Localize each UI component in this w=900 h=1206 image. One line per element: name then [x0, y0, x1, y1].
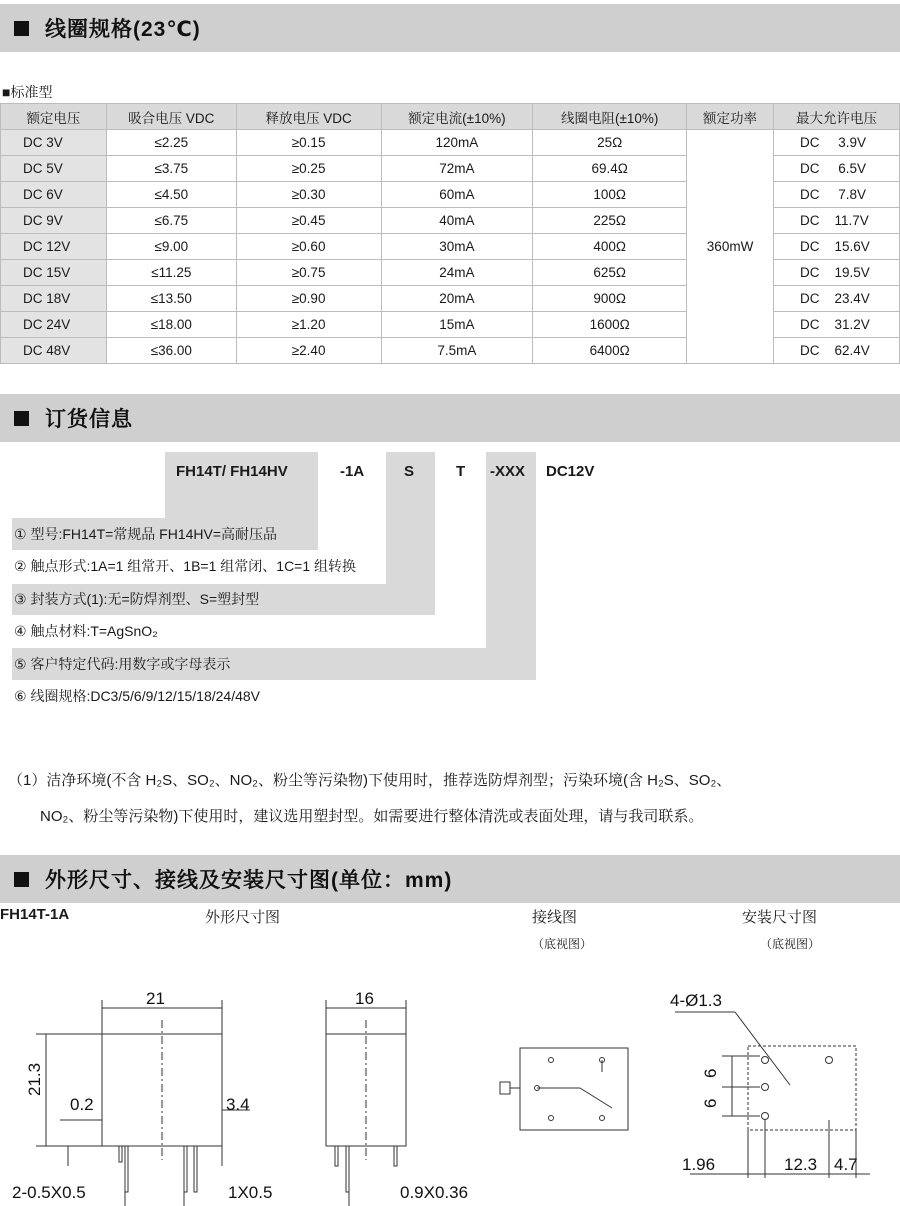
dim-label: 16	[355, 989, 374, 1008]
section-header-order	[0, 394, 900, 442]
table-cell: 120mA	[381, 130, 533, 156]
table-cell: 25Ω	[533, 130, 687, 156]
table-cell: ≥0.25	[236, 156, 381, 182]
coil-terminal	[500, 1082, 510, 1094]
table-cell: 15mA	[381, 312, 533, 338]
wiring-caption: 接线图	[532, 908, 578, 926]
table-cell: ≤9.00	[106, 234, 236, 260]
dim-label: 0.2	[70, 1095, 94, 1114]
header-cell: 最大允许电压	[774, 104, 900, 130]
table-cell: 400Ω	[533, 234, 687, 260]
table-cell: DC 15.6V	[774, 234, 900, 260]
mount-hole	[826, 1057, 833, 1064]
note-line-1: （1）洁净环境(不含 H₂S、SO₂、NO₂、粉尘等污染物)下使用时，推荐选防焊剂型；污染环境(含 H₂S、SO₂、	[8, 772, 732, 789]
header-cell: 额定功率	[687, 104, 774, 130]
table-cell: DC 12V	[1, 234, 107, 260]
header-cell: 吸合电压 VDC	[106, 104, 236, 130]
mount-subcaption: （底视图）	[760, 937, 821, 951]
pin	[335, 1146, 338, 1166]
terminal-dot	[549, 1058, 554, 1063]
square-bullet-icon	[14, 411, 29, 426]
order-code-model: FH14T/ FH14HV	[176, 463, 288, 480]
table-cell: DC 15V	[1, 260, 107, 286]
dim-label: 4.7	[834, 1155, 858, 1174]
table-cell: ≤6.75	[106, 208, 236, 234]
mount-hole	[762, 1084, 769, 1091]
wiring-outline	[520, 1048, 628, 1130]
section-title: 订货信息	[45, 408, 133, 431]
pin	[184, 1146, 187, 1192]
table-cell: DC 23.4V	[774, 286, 900, 312]
table-cell: 6400Ω	[533, 338, 687, 364]
dim-label: 6	[701, 1098, 720, 1108]
dim-label: 1X0.5	[228, 1183, 273, 1202]
table-cell: ≤4.50	[106, 182, 236, 208]
pin	[394, 1146, 397, 1166]
dim-label: 4-Ø1.3	[670, 991, 722, 1010]
rated-power-cell: 360mW	[687, 130, 774, 364]
header-cell: 额定电压	[1, 104, 107, 130]
table-subtitle: ■标准型	[2, 84, 53, 100]
wiring-subcaption: （底视图）	[532, 937, 593, 951]
table-cell: 30mA	[381, 234, 533, 260]
mount-outline	[748, 1046, 856, 1130]
table-cell: DC 24V	[1, 312, 107, 338]
pin	[194, 1146, 197, 1192]
table-cell: DC 31.2V	[774, 312, 900, 338]
table-cell: 625Ω	[533, 260, 687, 286]
dim-label: 6	[701, 1068, 720, 1078]
section-header-dims	[0, 855, 900, 903]
table-cell: ≤2.25	[106, 130, 236, 156]
pin	[125, 1146, 128, 1192]
table-cell: DC 11.7V	[774, 208, 900, 234]
order-code-custom: -XXX	[490, 463, 526, 480]
model-label: FH14T-1A	[0, 906, 70, 923]
table-cell: DC 7.8V	[774, 182, 900, 208]
order-item: ③ 封装方式(1):无=防焊剂型、S=塑封型	[14, 591, 260, 607]
table-cell: DC 6.5V	[774, 156, 900, 182]
terminal-dot	[549, 1116, 554, 1121]
table-cell: ≤36.00	[106, 338, 236, 364]
dim-label: 21.3	[25, 1062, 44, 1096]
table-cell: ≤18.00	[106, 312, 236, 338]
table-cell: 72mA	[381, 156, 533, 182]
table-cell: ≥0.75	[236, 260, 381, 286]
dim-label: 1.96	[682, 1155, 716, 1174]
table-cell: 1600Ω	[533, 312, 687, 338]
dimension-drawings	[0, 960, 900, 1206]
section-title: 线圈规格(23℃)	[45, 18, 201, 41]
order-item: ② 触点形式:1A=1 组常开、1B=1 组常闭、1C=1 组转换	[14, 558, 357, 574]
table-cell: 24mA	[381, 260, 533, 286]
table-row	[1, 130, 900, 156]
table-cell: ≥1.20	[236, 312, 381, 338]
table-cell: DC 3V	[1, 130, 107, 156]
table-cell: ≤13.50	[106, 286, 236, 312]
pin	[346, 1146, 349, 1192]
mount-hole	[762, 1057, 769, 1064]
table-cell: ≥0.30	[236, 182, 381, 208]
order-code-package: S	[404, 463, 415, 480]
order-item: ⑥ 线圈规格:DC3/5/6/9/12/15/18/24/48V	[14, 688, 261, 704]
table-cell: 69.4Ω	[533, 156, 687, 182]
table-cell: 20mA	[381, 286, 533, 312]
order-item: ④ 触点材料:T=AgSnO₂	[14, 623, 158, 639]
table-header-row	[1, 104, 900, 130]
table-cell: ≤11.25	[106, 260, 236, 286]
order-code-contact: -1A	[340, 463, 365, 480]
table-cell: DC 48V	[1, 338, 107, 364]
section-title: 外形尺寸、接线及安装尺寸图(单位：mm)	[45, 869, 453, 892]
dim-label: 3.4	[226, 1095, 250, 1114]
dim-label: 2-0.5X0.5	[12, 1183, 86, 1202]
dim-label: 12.3	[784, 1155, 818, 1174]
table-cell: ≥2.40	[236, 338, 381, 364]
square-bullet-icon	[14, 872, 29, 887]
table-cell: 40mA	[381, 208, 533, 234]
table-cell: DC 62.4V	[774, 338, 900, 364]
table-cell: 60mA	[381, 182, 533, 208]
dim-label: 0.9X0.36	[400, 1183, 469, 1202]
dim-label: 21	[146, 989, 165, 1008]
section-header-coil	[0, 4, 900, 52]
switch-contact	[580, 1088, 612, 1108]
table-cell: DC 3.9V	[774, 130, 900, 156]
mount-hole	[762, 1113, 769, 1120]
outline-caption: 外形尺寸图	[205, 908, 281, 926]
header-cell: 线圈电阻(±10%)	[533, 104, 687, 130]
header-cell: 释放电压 VDC	[236, 104, 381, 130]
order-item: ① 型号:FH14T=常规品 FH14HV=高耐压品	[14, 526, 278, 542]
table-cell: ≥0.45	[236, 208, 381, 234]
note-line-2: NO₂、粉尘等污染物)下使用时，建议选用塑封型。如需要进行整体清洗或表面处理，请与我司联系。	[40, 808, 704, 825]
order-item: ⑤ 客户特定代码:用数字或字母表示	[14, 656, 231, 672]
table-cell: ≥0.15	[236, 130, 381, 156]
table-cell: 225Ω	[533, 208, 687, 234]
header-cell: 额定电流(±10%)	[381, 104, 533, 130]
table-cell: DC 5V	[1, 156, 107, 182]
table-cell: DC 6V	[1, 182, 107, 208]
table-cell: DC 9V	[1, 208, 107, 234]
table-cell: ≥0.90	[236, 286, 381, 312]
table-cell: 100Ω	[533, 182, 687, 208]
order-column-code	[486, 452, 536, 680]
table-cell: ≥0.60	[236, 234, 381, 260]
order-code-coil: DC12V	[546, 463, 595, 480]
table-cell: DC 19.5V	[774, 260, 900, 286]
pin	[119, 1146, 122, 1162]
order-code-material: T	[456, 463, 466, 480]
terminal-dot	[600, 1116, 605, 1121]
coil-spec-table	[0, 103, 900, 364]
square-bullet-icon	[14, 21, 29, 36]
table-cell: ≤3.75	[106, 156, 236, 182]
leader-line	[735, 1012, 790, 1085]
table-cell: 7.5mA	[381, 338, 533, 364]
table-cell: 900Ω	[533, 286, 687, 312]
mount-caption: 安装尺寸图	[742, 908, 818, 926]
table-cell: DC 18V	[1, 286, 107, 312]
